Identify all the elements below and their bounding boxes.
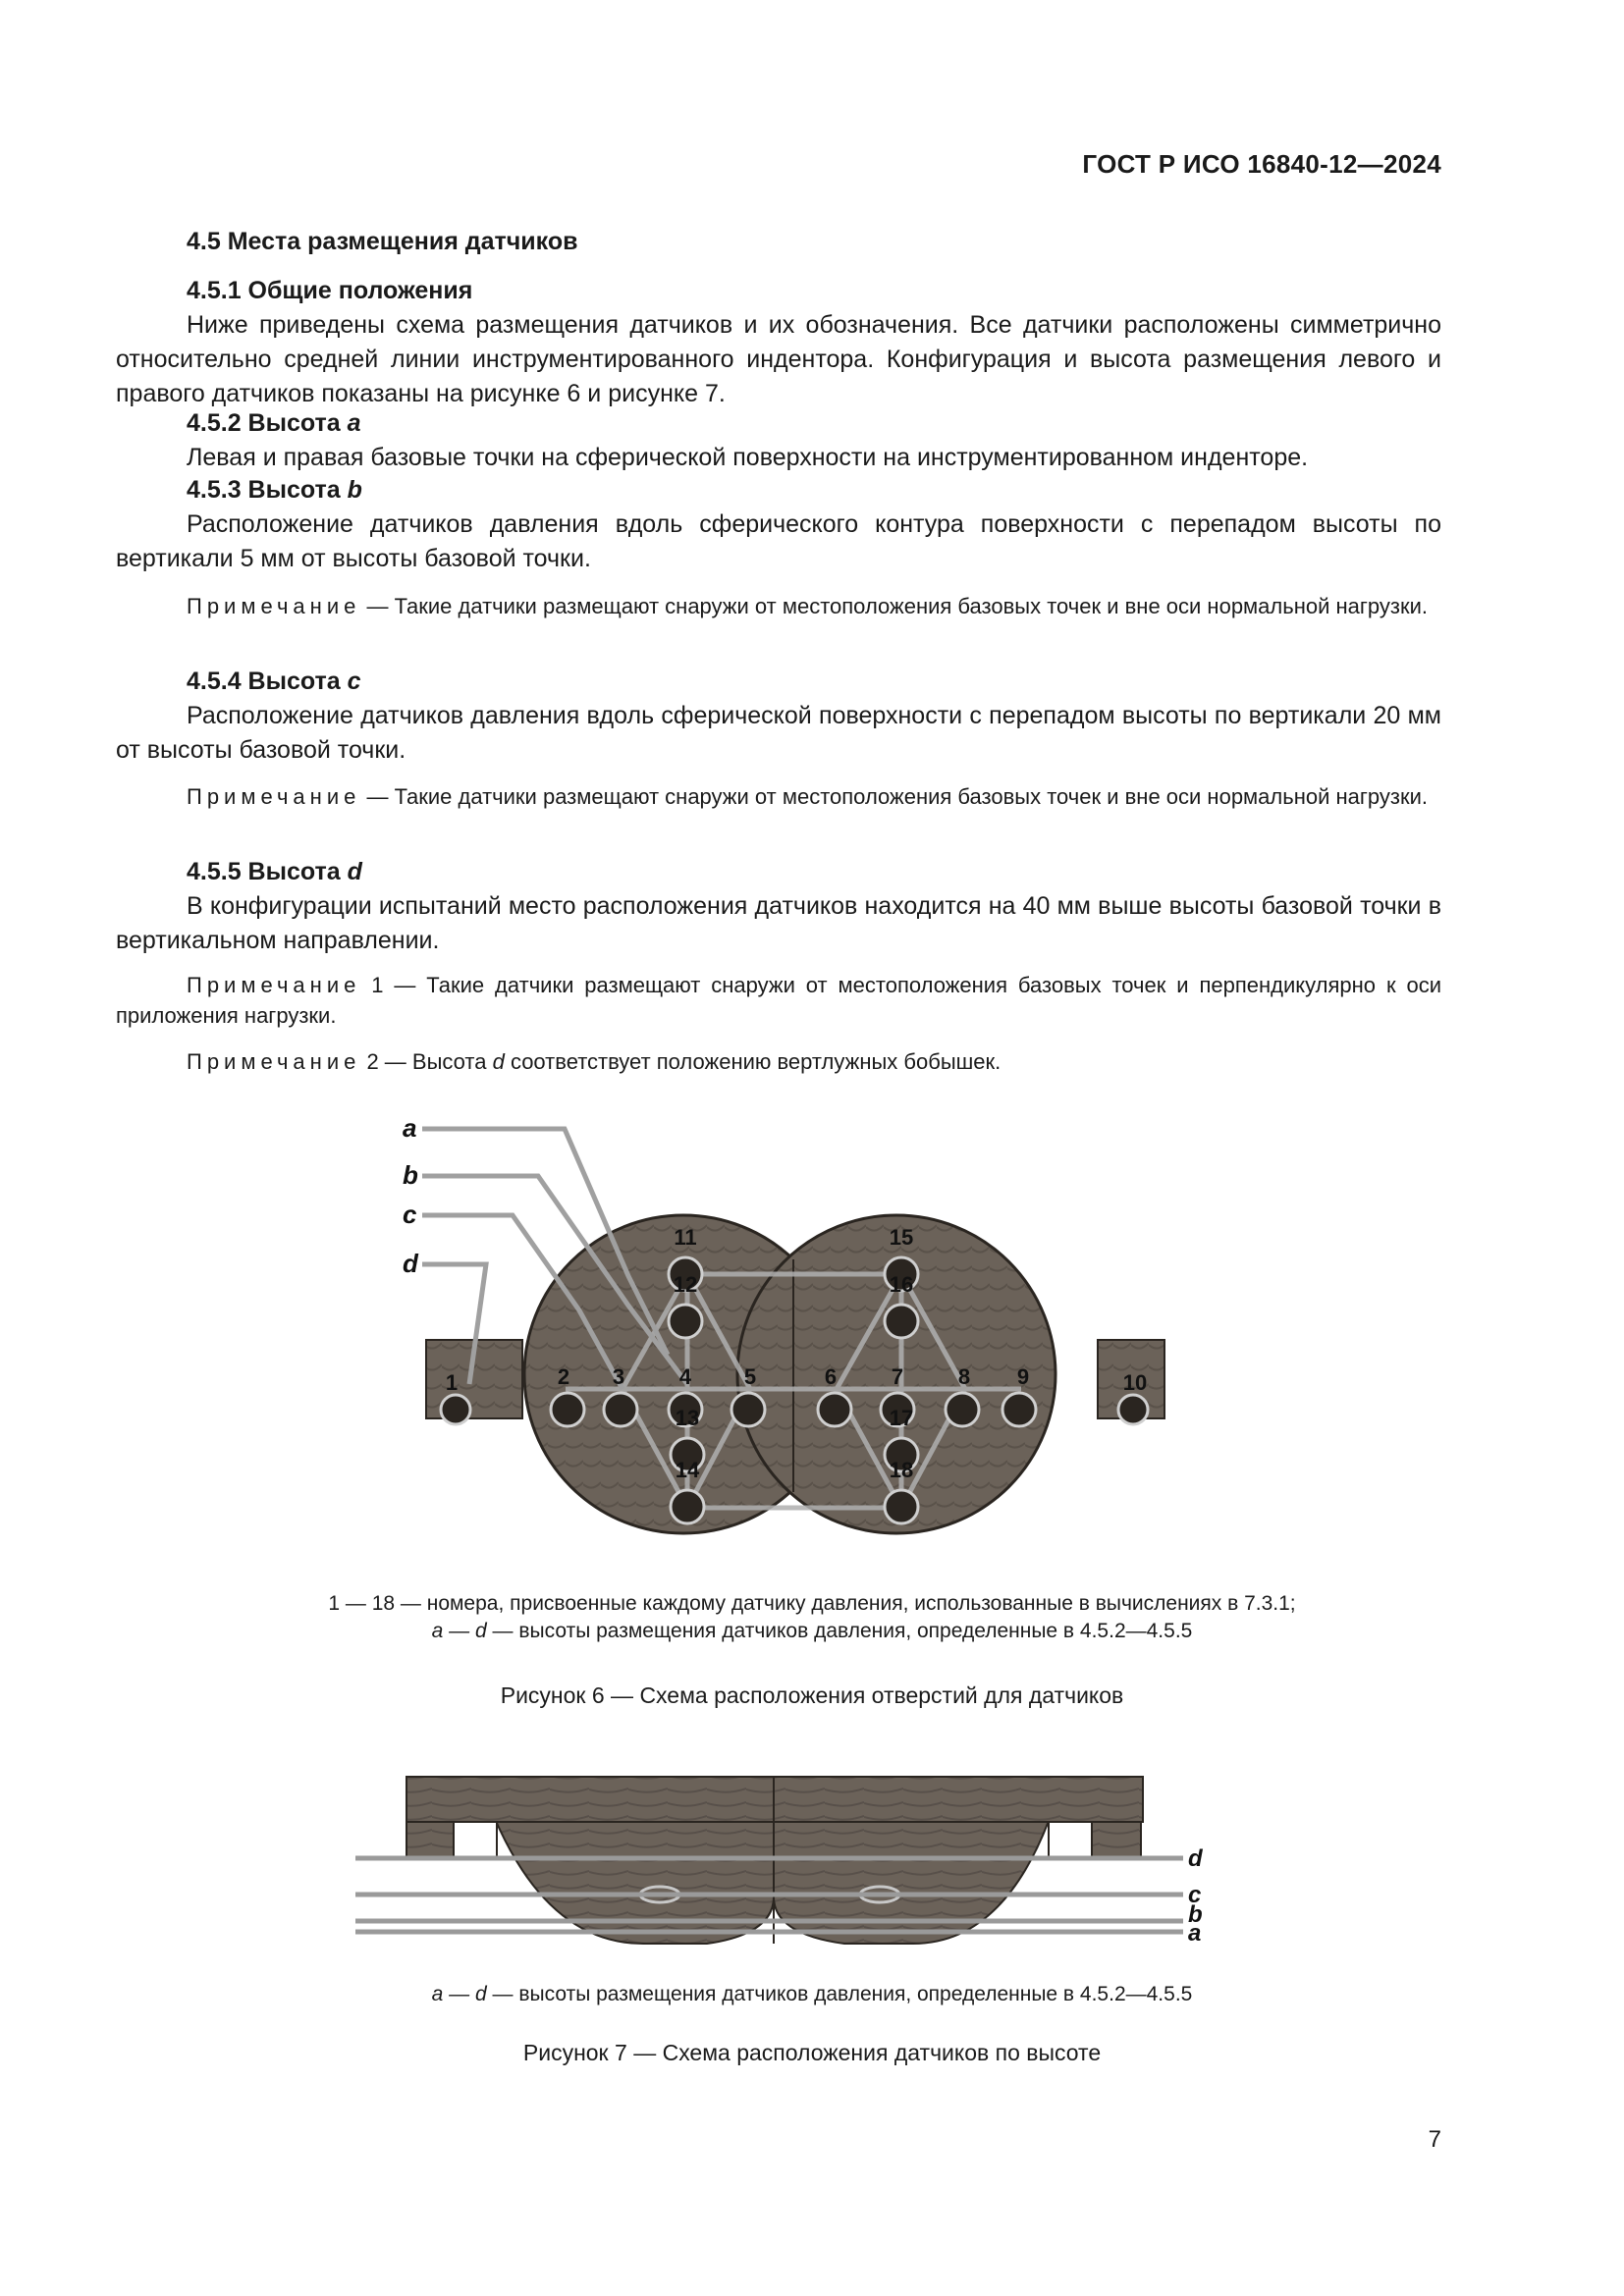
sensor-number-6: 6 bbox=[824, 1364, 838, 1389]
section-body-4-5-1: Ниже приведены схема размещения датчиков и их обозначения. Все датчики расположены симметрично относительно средней линии инструментированного индентора. Конфигурация и высота размещения левого и правого датчиков показаны на рисунке 6 и рисунке 7. bbox=[116, 311, 1441, 407]
sensor-number-10: 10 bbox=[1122, 1370, 1148, 1395]
sensor-number-16: 16 bbox=[889, 1272, 914, 1297]
fig6-label-a: a bbox=[403, 1113, 417, 1143]
sensor-hole-8 bbox=[946, 1393, 979, 1426]
fig6-label-b: b bbox=[403, 1160, 418, 1190]
fig6-label-c: c bbox=[403, 1200, 417, 1229]
sensor-number-3: 3 bbox=[612, 1364, 625, 1389]
fig7-label-c: c bbox=[1188, 1882, 1202, 1908]
sensor-number-13: 13 bbox=[675, 1406, 700, 1430]
sensor-number-7: 7 bbox=[891, 1364, 904, 1389]
sensor-number-14: 14 bbox=[675, 1458, 700, 1482]
figure-6-sensor-layout bbox=[0, 1099, 1624, 1590]
document-id: ГОСТ Р ИСО 16840-12—2024 bbox=[1082, 149, 1441, 179]
sensor-number-12: 12 bbox=[673, 1272, 698, 1297]
sensor-hole-18 bbox=[885, 1490, 918, 1523]
sensor-number-5: 5 bbox=[743, 1364, 757, 1389]
section-body-4-5-2: Левая и правая базовые точки на сферической поверхности на инструментированном инденторе. bbox=[187, 444, 1309, 471]
page-number: 7 bbox=[1428, 2126, 1441, 2153]
sensor-hole-9 bbox=[1002, 1393, 1036, 1426]
sensor-hole-5 bbox=[731, 1393, 765, 1426]
note-1-4-5-5: Примечание 1 — Такие датчики размещают снаружи от местоположения базовых точек и перпендикулярно к оси приложения нагрузки. bbox=[116, 973, 1441, 1028]
sensor-hole-2 bbox=[551, 1393, 584, 1426]
section-title-4-5: 4.5 Места размещения датчиков bbox=[187, 228, 578, 255]
sensor-hole-16 bbox=[885, 1305, 918, 1338]
note-4-5-4: Примечание — Такие датчики размещают снаружи от местоположения базовых точек и вне оси нормальной нагрузки. bbox=[187, 784, 1429, 809]
note-4-5-3: Примечание — Такие датчики размещают снаружи от местоположения базовых точек и вне оси нормальной нагрузки. bbox=[187, 594, 1429, 618]
sensor-number-18: 18 bbox=[889, 1458, 914, 1482]
fig7-label-d: d bbox=[1188, 1845, 1203, 1872]
sensor-number-15: 15 bbox=[889, 1225, 914, 1250]
sensor-hole-14 bbox=[671, 1490, 704, 1523]
figure-7-caption: Рисунок 7 — Схема расположения датчиков по высоте bbox=[522, 2040, 1102, 2065]
sensor-number-2: 2 bbox=[557, 1364, 570, 1389]
sensor-number-1: 1 bbox=[445, 1370, 459, 1395]
sensor-number-17: 17 bbox=[889, 1406, 914, 1430]
sensor-number-8: 8 bbox=[957, 1364, 971, 1389]
section-title-4-5-3: 4.5.3 Высота b bbox=[187, 476, 362, 504]
sensor-number-11: 11 bbox=[674, 1225, 697, 1250]
note-2-4-5-5: Примечание 2 — Высота d соответствует положению вертлужных бобышек. bbox=[187, 1049, 1001, 1074]
section-body-4-5-3: Расположение датчиков давления вдоль сферического контура поверхности с перепадом высоты по вертикали 5 мм от высоты базовой точки. bbox=[116, 510, 1441, 572]
section-title-4-5-5: 4.5.5 Высота d bbox=[187, 858, 362, 885]
sensor-hole-12 bbox=[669, 1305, 702, 1338]
sensor-number-9: 9 bbox=[1016, 1364, 1030, 1389]
figure-7-legend: a — d — высоты размещения датчиков давления, определенные в 4.5.2—4.5.5 bbox=[431, 1983, 1193, 2005]
indenter-body bbox=[496, 1821, 1049, 1944]
figure-6-caption: Рисунок 6 — Схема расположения отверстий для датчиков bbox=[500, 1682, 1124, 1708]
fig7-label-a: a bbox=[1188, 1920, 1202, 1947]
sensor-hole-6 bbox=[818, 1393, 851, 1426]
sensor-hole-10 bbox=[1118, 1395, 1148, 1424]
figure-6-legend-line-1: 1 — 18 — номера, присвоенные каждому датчику давления, использованные в вычислениях в 7.3.1; bbox=[328, 1592, 1296, 1615]
sensor-number-4: 4 bbox=[678, 1364, 692, 1389]
section-body-4-5-5: В конфигурации испытаний место расположения датчиков находится на 40 мм выше высоты базовой точки в вертикальном направлении. bbox=[116, 892, 1441, 954]
section-title-4-5-2: 4.5.2 Высота a bbox=[187, 409, 361, 437]
section-body-4-5-4: Расположение датчиков давления вдоль сферической поверхности с перепадом высоты по вертикали 20 мм от высоты базовой точки. bbox=[116, 702, 1441, 764]
fig6-label-d: d bbox=[403, 1249, 418, 1278]
sensor-hole-1 bbox=[441, 1395, 470, 1424]
sensor-hole-3 bbox=[604, 1393, 637, 1426]
section-title-4-5-4: 4.5.4 Высота c bbox=[187, 667, 361, 695]
figure-7-height-layout bbox=[0, 1757, 1624, 1953]
fig7-label-b: b bbox=[1188, 1901, 1203, 1928]
figure-6-legend-line-2: a — d — высоты размещения датчиков давления, определенные в 4.5.2—4.5.5 bbox=[431, 1620, 1193, 1642]
section-title-4-5-1: 4.5.1 Общие положения bbox=[187, 277, 473, 304]
